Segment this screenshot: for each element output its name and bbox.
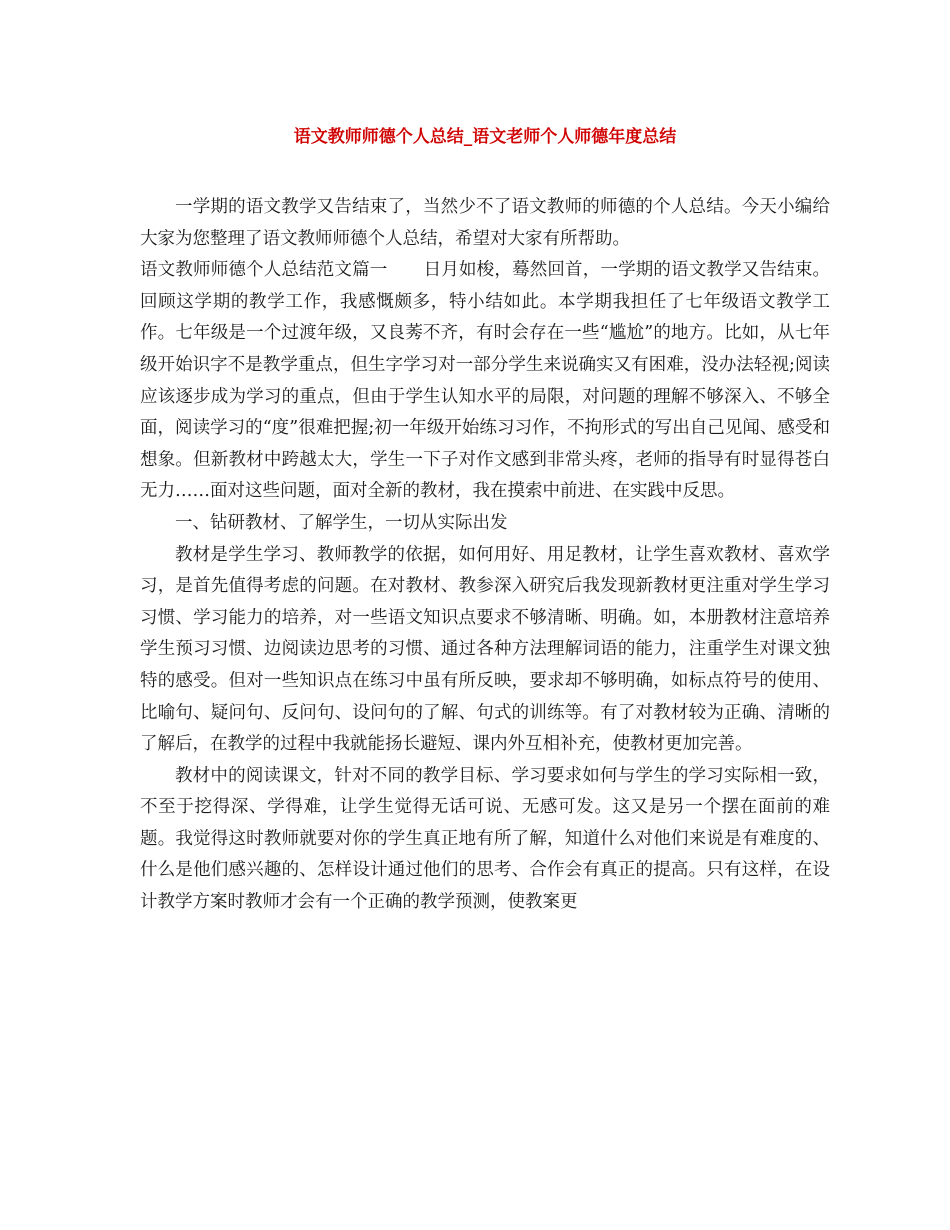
section-heading-1: 一、钻研教材、了解学生，一切从实际出发 <box>175 512 508 533</box>
body-paragraph-1: 教材是学生学习、教师教学的依据，如何用好、用足教材，让学生喜欢教材、喜欢学习，是首先值得考虑的问题。在对教材、教参深入研究后我发现新教材更注重对学生学习习惯、学习能力的培养，对一些语文知识点要求不够清晰、明确。如，本册教材注意培养学生预习习惯、边阅读边思考的习惯、通过各种方法理解词语的能力，注重学生对课文独特的感受。但对一些知识点在练习中虽有所反映，要求却不够明确，如标点符号的使用、比喻句、疑问句、反问句、设问句的了解、句式的训练等。有了对教材较为正确、清晰的了解后，在教学的过程中我就能扬长避短、课内外互相补充，使教材更加完善。 <box>140 544 830 755</box>
section-paragraph <box>140 255 830 508</box>
section-label: 语文教师师德个人总结范文篇一 <box>140 260 388 281</box>
document-title: 语文教师师德个人总结_语文老师个人师德年度总结 <box>293 127 677 147</box>
section-intro-text: 日月如梭，蓦然回首，一学期的语文教学又告结束。回顾这学期的教学工作，我感慨颇多，特小结如此。本学期我担任了七年级语文教学工作。七年级是一个过渡年级，又良莠不齐，有时会存在一些“尴尬”的地方。比如，从七年级开始识字不是教学重点，但生字学习对一部分学生来说确实又有困难，没办法轻视;阅读应该逐步成为学习的重点，但由于学生认知水平的局限，对问题的理解不够深入、不够全面，阅读学习的“度”很难把握;初一年级开始练习习作，不拘形式的写出自己见闻、感受和想象。但新教材中跨越太大，学生一下子对作文感到非常头疼，老师的指导有时显得苍白无力……面对这些问题，面对全新的教材，我在摸索中前进、在实践中反思。 <box>140 260 831 502</box>
document-body <box>140 192 830 919</box>
body-paragraph-2: 教材中的阅读课文，针对不同的教学目标、学习要求如何与学生的学习实际相一致，不至于挖得深、学得难，让学生觉得无话可说、无感可发。这又是另一个摆在面前的难题。我觉得这时教师就要对你的学生真正地有所了解，知道什么对他们来说是有难度的、什么是他们感兴趣的、怎样设计通过他们的思考、合作会有真正的提高。只有这样，在设计教学方案时教师才会有一个正确的教学预测，使教案更 <box>140 765 830 913</box>
intro-paragraph: 一学期的语文教学又告结束了，当然少不了语文教师的师德的个人总结。今天小编给大家为您整理了语文教师师德个人总结，希望对大家有所帮助。 <box>140 197 830 249</box>
